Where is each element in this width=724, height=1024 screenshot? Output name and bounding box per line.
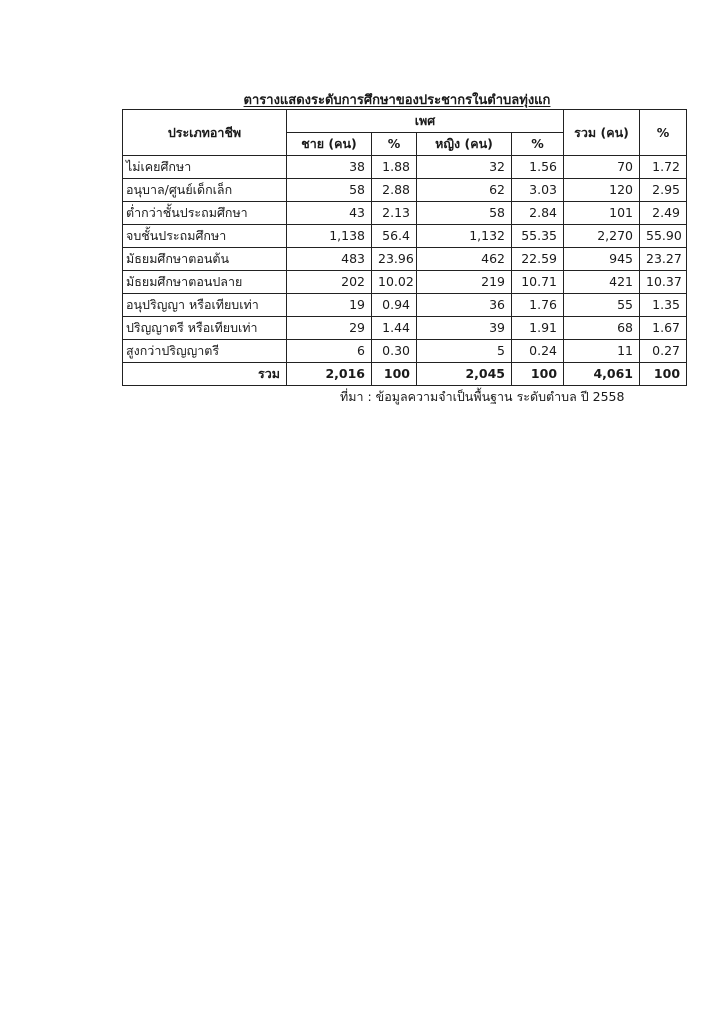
female-percent: 2.84 xyxy=(512,202,564,225)
total-percent: 2.49 xyxy=(640,202,687,225)
male-count: 202 xyxy=(287,271,372,294)
grand-total-count: 4,061 xyxy=(564,363,640,386)
female-count: 462 xyxy=(417,248,512,271)
total-count: 70 xyxy=(564,156,640,179)
header-row-1 xyxy=(123,110,687,133)
row-label: มัธยมศึกษาตอนต้น xyxy=(123,248,287,271)
total-percent: 1.72 xyxy=(640,156,687,179)
row-label: ปริญญาตรี หรือเทียบเท่า xyxy=(123,317,287,340)
source-note: ที่มา : ข้อมูลความจำเป็นพื้นฐาน ระดับตำบล ปี 2558 xyxy=(340,389,625,404)
total-label: รวม xyxy=(123,363,287,386)
table-row xyxy=(123,225,687,248)
female-count: 1,132 xyxy=(417,225,512,248)
female-percent: 1.91 xyxy=(512,317,564,340)
female-count: 5 xyxy=(417,340,512,363)
total-percent: 55.90 xyxy=(640,225,687,248)
male-percent: 10.02 xyxy=(372,271,417,294)
female-percent: 1.56 xyxy=(512,156,564,179)
male-count: 58 xyxy=(287,179,372,202)
male-percent: 1.88 xyxy=(372,156,417,179)
total-count: 421 xyxy=(564,271,640,294)
total-count: 55 xyxy=(564,294,640,317)
female-percent: 55.35 xyxy=(512,225,564,248)
male-count: 43 xyxy=(287,202,372,225)
male-count: 19 xyxy=(287,294,372,317)
total-count: 945 xyxy=(564,248,640,271)
row-label: สูงกว่าปริญญาตรี xyxy=(123,340,287,363)
female-percent-total: 100 xyxy=(512,363,564,386)
total-percent: 1.67 xyxy=(640,317,687,340)
total-percent: 0.27 xyxy=(640,340,687,363)
table-row xyxy=(123,248,687,271)
male-percent-total: 100 xyxy=(372,363,417,386)
table-row xyxy=(123,202,687,225)
total-percent: 1.35 xyxy=(640,294,687,317)
male-percent: 23.96 xyxy=(372,248,417,271)
total-count: 68 xyxy=(564,317,640,340)
table-row xyxy=(123,294,687,317)
header-category: ประเภทอาชีพ xyxy=(123,110,287,156)
table-row xyxy=(123,317,687,340)
total-count: 101 xyxy=(564,202,640,225)
total-count: 120 xyxy=(564,179,640,202)
male-percent: 0.94 xyxy=(372,294,417,317)
female-percent: 10.71 xyxy=(512,271,564,294)
total-count: 11 xyxy=(564,340,640,363)
male-percent: 2.88 xyxy=(372,179,417,202)
total-percent: 2.95 xyxy=(640,179,687,202)
male-count: 6 xyxy=(287,340,372,363)
total-percent: 23.27 xyxy=(640,248,687,271)
header-total-pct: % xyxy=(640,110,687,156)
row-label: อนุบาล/ศูนย์เด็กเล็ก xyxy=(123,179,287,202)
row-label: ต่ำกว่าชั้นประถมศึกษา xyxy=(123,202,287,225)
female-count: 62 xyxy=(417,179,512,202)
table-row xyxy=(123,271,687,294)
male-count: 38 xyxy=(287,156,372,179)
male-count: 1,138 xyxy=(287,225,372,248)
total-row xyxy=(123,363,687,386)
male-percent: 2.13 xyxy=(372,202,417,225)
header-female-pct: % xyxy=(512,133,564,156)
table-row xyxy=(123,340,687,363)
female-percent: 3.03 xyxy=(512,179,564,202)
table-title: ตารางแสดงระดับการศึกษาของประชากรในตำบลทุ่งแก xyxy=(243,93,551,108)
female-percent: 22.59 xyxy=(512,248,564,271)
header-female: หญิง (คน) xyxy=(417,133,512,156)
education-table xyxy=(122,109,687,386)
row-label: จบชั้นประถมศึกษา xyxy=(123,225,287,248)
row-label: อนุปริญญา หรือเทียบเท่า xyxy=(123,294,287,317)
male-count-total: 2,016 xyxy=(287,363,372,386)
header-total: รวม (คน) xyxy=(564,110,640,156)
female-count: 39 xyxy=(417,317,512,340)
male-count: 483 xyxy=(287,248,372,271)
grand-total-percent: 100 xyxy=(640,363,687,386)
header-gender: เพศ xyxy=(287,110,564,133)
male-percent: 56.4 xyxy=(372,225,417,248)
female-count: 32 xyxy=(417,156,512,179)
header-male: ชาย (คน) xyxy=(287,133,372,156)
female-count: 58 xyxy=(417,202,512,225)
female-count: 219 xyxy=(417,271,512,294)
total-percent: 10.37 xyxy=(640,271,687,294)
male-count: 29 xyxy=(287,317,372,340)
table-row xyxy=(123,156,687,179)
male-percent: 1.44 xyxy=(372,317,417,340)
header-male-pct: % xyxy=(372,133,417,156)
male-percent: 0.30 xyxy=(372,340,417,363)
row-label: มัธยมศึกษาตอนปลาย xyxy=(123,271,287,294)
total-count: 2,270 xyxy=(564,225,640,248)
table-row xyxy=(123,179,687,202)
female-count-total: 2,045 xyxy=(417,363,512,386)
female-percent: 1.76 xyxy=(512,294,564,317)
female-percent: 0.24 xyxy=(512,340,564,363)
row-label: ไม่เคยศึกษา xyxy=(123,156,287,179)
female-count: 36 xyxy=(417,294,512,317)
